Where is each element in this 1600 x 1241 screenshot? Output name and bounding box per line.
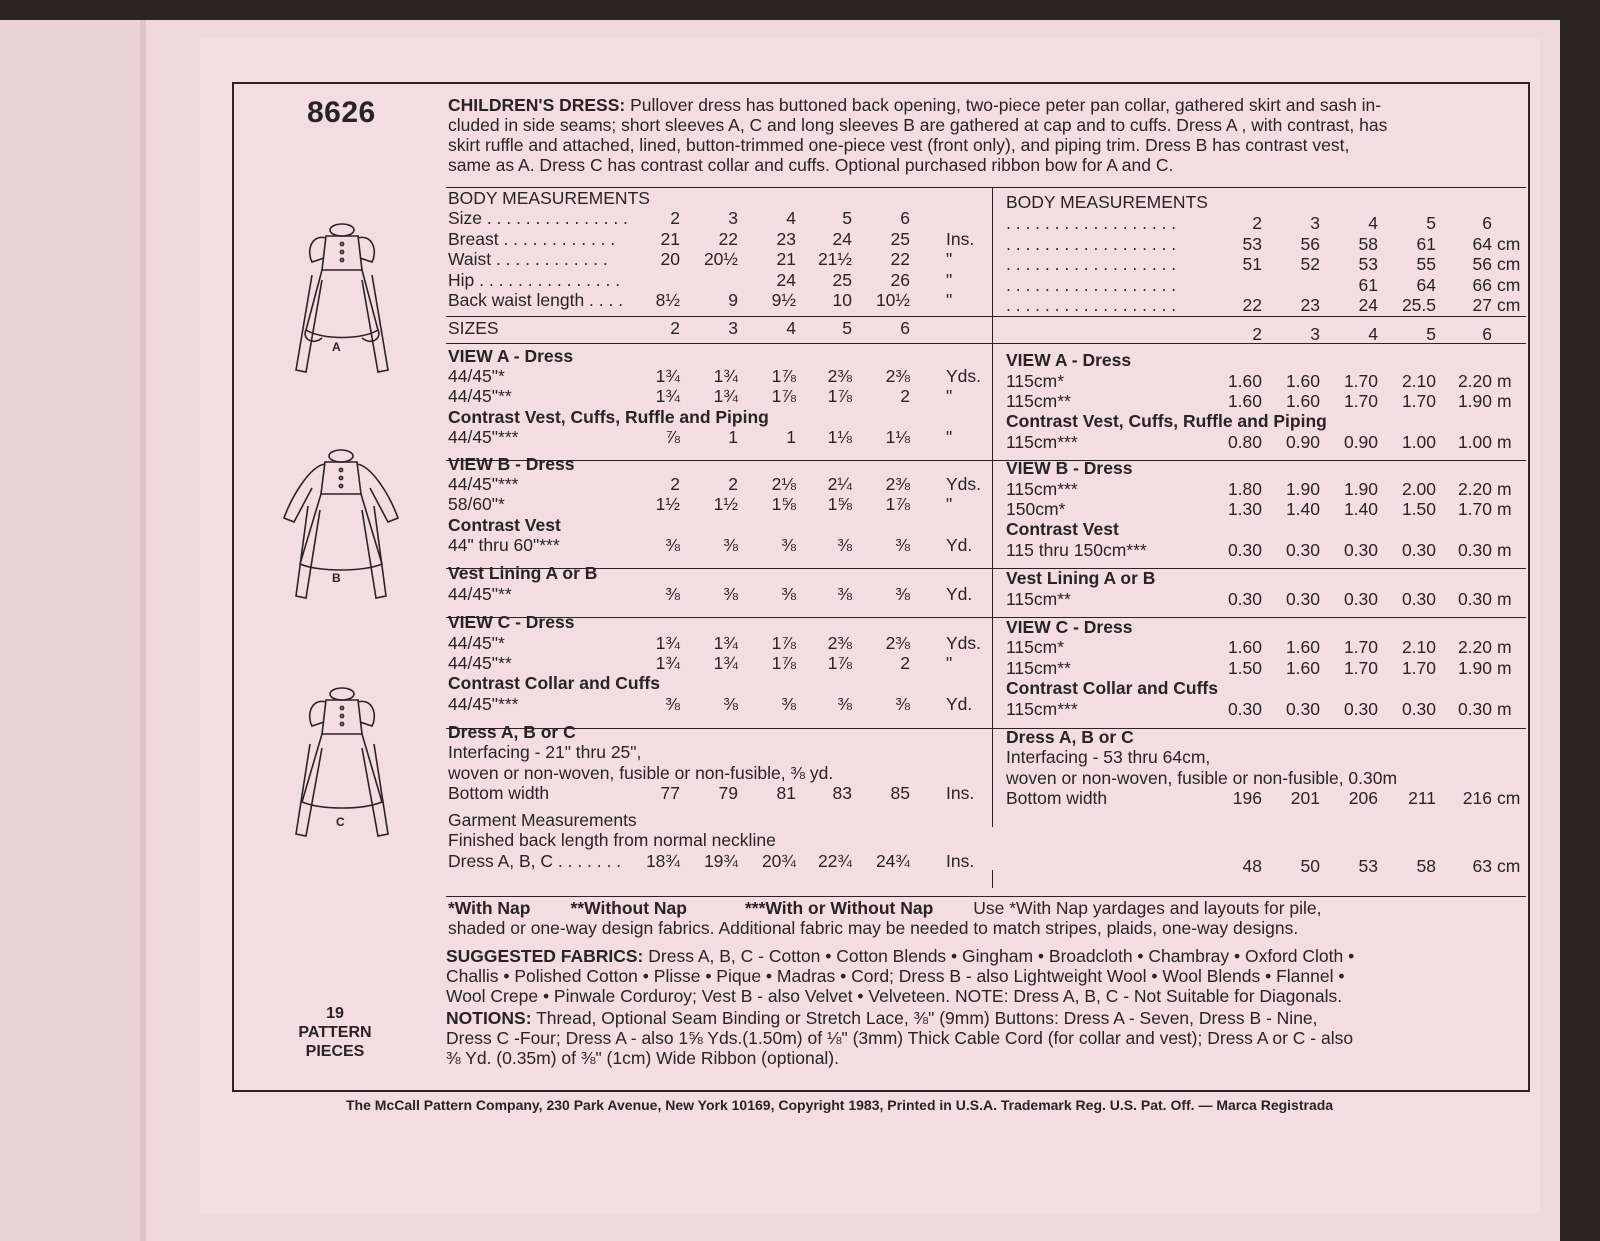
- body-value-metric: 52: [1300, 254, 1320, 274]
- body-row-label: Back waist length . . . .: [448, 290, 624, 310]
- size-value: 4: [786, 318, 796, 338]
- garment-row-label: Dress A, B, C . . . . . . .: [448, 851, 622, 871]
- view_b-contrast-title-metric: Contrast Vest: [1006, 519, 1119, 539]
- body-value-metric: 61: [1358, 275, 1378, 295]
- garment-value: 19¾: [703, 851, 738, 871]
- view_b-row-value: 1½: [655, 494, 680, 514]
- view_c-contrast-metric-value: 0.30: [1457, 699, 1492, 719]
- view_c-row-unit: Yds.: [946, 633, 982, 653]
- body-value-metric: 51: [1242, 254, 1262, 274]
- view_c-contrast-unit: Yd.: [946, 694, 973, 714]
- body-unit-metric: cm: [1497, 234, 1521, 254]
- garment-unit-metric: cm: [1497, 856, 1521, 876]
- pieces-label: PATTERN: [298, 1024, 372, 1041]
- view_a-row-value: 1⅞: [827, 386, 852, 406]
- view_a-row-unit: Yds.: [946, 366, 982, 386]
- view_b-contrast-metric-unit: m: [1497, 540, 1512, 560]
- view_a-contrast-metric-label: 115cm***: [1006, 432, 1078, 452]
- view_c-title-metric: VIEW C - Dress: [1006, 617, 1133, 637]
- garment-value: 24¾: [875, 851, 910, 871]
- garment-measurements-subtitle: Finished back length from normal neckline: [448, 830, 776, 850]
- pattern-pieces-count: [285, 1004, 385, 1061]
- dress-abc-title: Dress A, B or C: [448, 722, 576, 742]
- view_a-row-value: 2⅜: [885, 366, 910, 386]
- view_b-contrast-value: ⅜: [837, 535, 852, 555]
- vest-lining-metric-value: 0.30: [1401, 589, 1436, 609]
- view_c-row-metric-value: 1.70: [1343, 658, 1378, 678]
- interfacing-text: woven or non-woven, fusible or non-fusible, ⅜ yd.: [448, 763, 834, 783]
- pieces-label: PIECES: [305, 1043, 365, 1060]
- bottom-width-value-metric: 216: [1462, 788, 1492, 808]
- body-value-metric: 55: [1416, 254, 1436, 274]
- bottom-width-label: Bottom width: [448, 783, 550, 803]
- bottom-width-value: 77: [660, 783, 680, 803]
- garment-value: 18¾: [645, 851, 680, 871]
- garment-measurements-title: Garment Measurements: [448, 810, 637, 830]
- bottom-width-value: 83: [832, 783, 852, 803]
- body-value-metric: 5: [1426, 213, 1436, 233]
- vest-lining-value: ⅜: [723, 584, 738, 604]
- body-unit-metric: cm: [1497, 254, 1521, 274]
- view_b-row-value: 1⅝: [827, 494, 852, 514]
- view_a-contrast-value: 1: [786, 427, 796, 447]
- vest-lining-value: ⅜: [781, 584, 796, 604]
- view_a-row-unit: ": [946, 386, 953, 406]
- dot-leader: . . . . . . . . . . . . . . . . . .: [1006, 295, 1177, 315]
- column-divider: [992, 870, 993, 888]
- body-value: 4: [786, 208, 796, 228]
- sizes-label: SIZES: [448, 318, 499, 338]
- vest-lining-metric-value: 0.30: [1343, 589, 1378, 609]
- view_a-row-value: 1⅞: [771, 366, 796, 386]
- view_c-row-label: 44/45"**: [448, 653, 512, 673]
- envelope-flap: [0, 20, 140, 1241]
- size-value: 5: [842, 318, 852, 338]
- view_c-row-value: 1⅞: [771, 653, 796, 673]
- view_c-row-value: 1¾: [713, 633, 738, 653]
- view_b-row-value: 2: [728, 474, 738, 494]
- body-value-metric: 53: [1242, 234, 1262, 254]
- view_b-row-value: 2: [670, 474, 680, 494]
- view_a-row-label: 44/45"**: [448, 386, 512, 406]
- view_a-row-metric-value: 1.70: [1401, 391, 1436, 411]
- body-value: 24: [832, 229, 852, 249]
- body-value: 8½: [655, 290, 680, 310]
- bottom-width-value: 79: [718, 783, 738, 803]
- dot-leader: . . . . . . . . . . . . . . . . . .: [1006, 234, 1177, 254]
- body-row-label: Waist . . . . . . . . . . . .: [448, 249, 608, 269]
- divider: [446, 617, 1526, 618]
- view_a-row-metric-value: 2.10: [1401, 371, 1436, 391]
- view_c-contrast-metric-value: 0.30: [1343, 699, 1378, 719]
- view_c-row-metric-label: 115cm**: [1006, 658, 1071, 678]
- vest-lining-metric-value: 0.30: [1285, 589, 1320, 609]
- body-value-metric: 4: [1368, 213, 1378, 233]
- garment-value-metric: 50: [1300, 856, 1320, 876]
- view_b-row-metric-label: 150cm*: [1006, 499, 1066, 519]
- view_c-contrast-value: ⅜: [781, 694, 796, 714]
- interfacing-text: Interfacing - 21" thru 25",: [448, 742, 642, 762]
- view_c-row-metric-value: 1.70: [1343, 637, 1378, 657]
- view_a-contrast-title-metric: Contrast Vest, Cuffs, Ruffle and Piping: [1006, 411, 1327, 431]
- view_c-row-metric-value: 1.50: [1227, 658, 1262, 678]
- vest-lining-metric-value: 0.30: [1457, 589, 1492, 609]
- view_b-row-metric-value: 1.40: [1343, 499, 1378, 519]
- view_b-row-value: 1⅞: [885, 494, 910, 514]
- view_a-row-value: 2: [900, 386, 910, 406]
- description-line-2: cluded in side seams; short sleeves A, C and long sleeves B are gathered at cap and to cuffs. Dress A , with contrast, has: [448, 115, 1388, 135]
- view_a-row-metric-label: 115cm**: [1006, 391, 1071, 411]
- view_b-contrast-label: 44" thru 60"***: [448, 535, 560, 555]
- body-value: 9: [728, 290, 738, 310]
- dot-leader: . . . . . . . . . . . . . . . . . .: [1006, 275, 1177, 295]
- notions-line-2: Dress C -Four; Dress A - also 1⅝ Yds.(1.50m) of ⅛" (3mm) Thick Cable Cord (for collar and vest); Dress A or C - also: [446, 1028, 1354, 1048]
- body-value-metric: 56: [1300, 234, 1320, 254]
- body-value: 3: [728, 208, 738, 228]
- view_a-contrast-metric-value: 0.90: [1285, 432, 1320, 452]
- body-value: 24: [776, 270, 796, 290]
- divider: [446, 460, 1526, 461]
- body-value-metric: 64: [1472, 234, 1492, 254]
- size-value: 3: [728, 318, 738, 338]
- view_c-row-value: 1¾: [655, 633, 680, 653]
- body-unit: Ins.: [946, 229, 975, 249]
- suggested-fabrics-line-3: Wool Crepe • Pinwale Corduroy; Vest B - also Velvet • Velveteen. NOTE: Dress A, B, C - Not Suitable for Diagonals.: [446, 986, 1343, 1006]
- vest-lining-value: ⅜: [895, 584, 910, 604]
- view_b-row-metric-value: 1.40: [1285, 499, 1320, 519]
- view_c-contrast-metric-unit: m: [1497, 699, 1512, 719]
- view_b-row-metric-value: 1.90: [1343, 479, 1378, 499]
- view_b-row-metric-label: 115cm***: [1006, 479, 1078, 499]
- view_b-row-value: 2⅜: [885, 474, 910, 494]
- view_c-row-unit: ": [946, 653, 953, 673]
- body-value: 5: [842, 208, 852, 228]
- body-value: 23: [776, 229, 796, 249]
- view_b-row-metric-value: 2.00: [1401, 479, 1436, 499]
- view_c-row-value: 2⅜: [827, 633, 852, 653]
- vest-lining-title-metric: Vest Lining A or B: [1006, 568, 1156, 588]
- view_c-contrast-title-metric: Contrast Collar and Cuffs: [1006, 678, 1218, 698]
- body-value: 21: [776, 249, 796, 269]
- body-row-label: Breast . . . . . . . . . . . .: [448, 229, 616, 249]
- view-c-letter: C: [336, 815, 345, 829]
- interfacing-text-metric: Interfacing - 53 thru 64cm,: [1006, 747, 1211, 767]
- view_c-row-value: 1⅞: [827, 653, 852, 673]
- dress-view-b-sketch: [278, 446, 404, 606]
- view_b-contrast-value: ⅜: [723, 535, 738, 555]
- bottom-width-value-metric: 196: [1232, 788, 1262, 808]
- suggested-fabrics-line-1: SUGGESTED FABRICS: Dress A, B, C - Cotton • Cotton Blends • Gingham • Broadcloth • Chambray • Oxford Cloth •: [446, 946, 1355, 966]
- vest-lining-metric-unit: m: [1497, 589, 1512, 609]
- vest-lining-metric-label: 115cm**: [1006, 589, 1071, 609]
- view_b-row-metric-value: 1.50: [1401, 499, 1436, 519]
- view_b-row-unit: Yds.: [946, 474, 982, 494]
- divider: [446, 728, 1526, 729]
- view_b-contrast-metric-value: 0.30: [1343, 540, 1378, 560]
- view_b-row-unit: ": [946, 494, 953, 514]
- view_b-contrast-metric-value: 0.30: [1227, 540, 1262, 560]
- body-value-metric: 61: [1416, 234, 1436, 254]
- suggested-fabrics-line-2: Challis • Polished Cotton • Plisse • Pique • Madras • Cord; Dress B - also Lightweight Wool • Wool Blends • Flannel •: [446, 966, 1345, 986]
- body-unit: ": [946, 249, 953, 269]
- view_c-row-value: 1⅞: [771, 633, 796, 653]
- view_a-row-metric-value: 1.90: [1457, 391, 1492, 411]
- view_a-contrast-value: ⅞: [665, 427, 680, 447]
- garment-value-metric: 58: [1416, 856, 1436, 876]
- view_c-contrast-title: Contrast Collar and Cuffs: [448, 673, 660, 693]
- description-line-1: CHILDREN'S DRESS: Pullover dress has buttoned back opening, two-piece peter pan collar, gathered skirt and sash in-: [448, 95, 1382, 115]
- view_a-contrast-label: 44/45"***: [448, 427, 519, 447]
- body-value-metric: 53: [1358, 254, 1378, 274]
- view_b-row-value: 2⅛: [771, 474, 796, 494]
- body-value-metric: 23: [1300, 295, 1320, 315]
- garment-value: 22¾: [817, 851, 852, 871]
- nap-note: shaded or one-way design fabrics. Additional fabric may be needed to match stripes, plaids, one-way designs.: [448, 918, 1299, 938]
- view_a-row-value: 1⅞: [771, 386, 796, 406]
- view_a-contrast-value: 1⅛: [885, 427, 910, 447]
- view_c-title: VIEW C - Dress: [448, 612, 575, 632]
- body-value-metric: 64: [1416, 275, 1436, 295]
- size-value-metric: 6: [1482, 324, 1492, 344]
- view_b-row-value: 1⅝: [771, 494, 796, 514]
- body-unit: ": [946, 290, 953, 310]
- view_a-row-metric-unit: m: [1497, 391, 1512, 411]
- divider: [446, 568, 1526, 569]
- view_c-contrast-metric-value: 0.30: [1401, 699, 1436, 719]
- description-line-3: skirt ruffle and attached, lined, button-trimmed one-piece vest (front only), and piping trim. Dress B has contrast vest,: [448, 135, 1350, 155]
- body-value-metric: 24: [1358, 295, 1378, 315]
- garment-value: 20¾: [761, 851, 796, 871]
- size-value-metric: 5: [1426, 324, 1436, 344]
- view_a-contrast-metric-value: 1.00: [1401, 432, 1436, 452]
- dress-view-a-sketch: [282, 220, 402, 380]
- size-value: 2: [670, 318, 680, 338]
- dot-leader: . . . . . . . . . . . . . . . . . .: [1006, 254, 1177, 274]
- body-value-metric: 3: [1310, 213, 1320, 233]
- body-value-metric: 27: [1472, 295, 1492, 315]
- view_c-row-metric-label: 115cm*: [1006, 637, 1065, 657]
- garment-value-metric: 48: [1242, 856, 1262, 876]
- view_a-row-metric-value: 1.70: [1343, 371, 1378, 391]
- view_b-row-metric-value: 1.80: [1227, 479, 1262, 499]
- view_a-title-metric: VIEW A - Dress: [1006, 350, 1132, 370]
- view_c-contrast-value: ⅜: [895, 694, 910, 714]
- body-value: 21½: [817, 249, 852, 269]
- body-unit-metric: cm: [1497, 275, 1521, 295]
- divider: [446, 316, 1526, 317]
- view_c-row-metric-value: 1.60: [1285, 637, 1320, 657]
- view_c-contrast-metric-label: 115cm***: [1006, 699, 1078, 719]
- view_b-contrast-value: ⅜: [895, 535, 910, 555]
- view_b-title-metric: VIEW B - Dress: [1006, 458, 1133, 478]
- pattern-number: 8626: [307, 96, 376, 129]
- body-measurements-heading: BODY MEASUREMENTS: [448, 188, 650, 208]
- bottom-width-value-metric: 201: [1290, 788, 1320, 808]
- body-value-metric: 66: [1472, 275, 1492, 295]
- view_b-row-metric-value: 1.30: [1227, 499, 1262, 519]
- view_a-row-metric-label: 115cm*: [1006, 371, 1065, 391]
- body-value-metric: 58: [1358, 234, 1378, 254]
- body-unit-metric: cm: [1497, 295, 1521, 315]
- view_a-contrast-metric-value: 0.80: [1227, 432, 1262, 452]
- view_c-row-metric-value: 1.70: [1401, 658, 1436, 678]
- view_c-row-label: 44/45"*: [448, 633, 505, 653]
- view_a-row-metric-value: 1.70: [1343, 391, 1378, 411]
- view_c-contrast-value: ⅜: [665, 694, 680, 714]
- interfacing-text-metric: woven or non-woven, fusible or non-fusible, 0.30m: [1006, 768, 1398, 788]
- view_c-row-value: 2: [900, 653, 910, 673]
- body-value: 26: [890, 270, 910, 290]
- body-value: 9½: [771, 290, 796, 310]
- vest-lining-value: ⅜: [837, 584, 852, 604]
- view_b-contrast-metric-value: 0.30: [1401, 540, 1436, 560]
- body-value: 21: [660, 229, 680, 249]
- size-value-metric: 4: [1368, 324, 1378, 344]
- view_b-row-label: 44/45"***: [448, 474, 519, 494]
- bottom-width-unit-metric: cm: [1497, 788, 1521, 808]
- flap-fold: [140, 20, 146, 1241]
- bottom-width-value: 85: [890, 783, 910, 803]
- garment-unit: Ins.: [946, 851, 975, 871]
- view_a-row-metric-value: 2.20: [1457, 371, 1492, 391]
- body-value: 22: [890, 249, 910, 269]
- size-value-metric: 2: [1252, 324, 1262, 344]
- view_c-contrast-metric-value: 0.30: [1227, 699, 1262, 719]
- view_a-row-value: 1¾: [655, 366, 680, 386]
- garment-value-metric: 53: [1358, 856, 1378, 876]
- view_a-row-label: 44/45"*: [448, 366, 505, 386]
- view_a-title: VIEW A - Dress: [448, 346, 574, 366]
- view_c-contrast-value: ⅜: [723, 694, 738, 714]
- body-measurements-heading-metric: BODY MEASUREMENTS: [1006, 192, 1208, 212]
- body-value: 6: [900, 208, 910, 228]
- body-row-label: Size . . . . . . . . . . . . . . .: [448, 208, 628, 228]
- body-value-metric: 6: [1482, 213, 1492, 233]
- view_c-row-metric-unit: m: [1497, 658, 1512, 678]
- view_b-contrast-value: ⅜: [665, 535, 680, 555]
- body-value-metric: 56: [1472, 254, 1492, 274]
- body-row-label: Hip . . . . . . . . . . . . . . .: [448, 270, 621, 290]
- view_b-contrast-title: Contrast Vest: [448, 515, 561, 535]
- body-value-metric: 22: [1242, 295, 1262, 315]
- garment-value-metric: 63: [1472, 856, 1492, 876]
- dot-leader: . . . . . . . . . . . . . . . . . .: [1006, 213, 1177, 233]
- view_c-contrast-value: ⅜: [837, 694, 852, 714]
- view_c-row-metric-value: 2.10: [1401, 637, 1436, 657]
- view_a-contrast-metric-value: 1.00: [1457, 432, 1492, 452]
- view-a-letter: A: [332, 340, 341, 354]
- view_c-row-metric-value: 1.60: [1285, 658, 1320, 678]
- bottom-width-label-metric: Bottom width: [1006, 788, 1108, 808]
- view_a-contrast-title: Contrast Vest, Cuffs, Ruffle and Piping: [448, 407, 769, 427]
- body-value: 10: [832, 290, 852, 310]
- view_a-row-metric-value: 1.60: [1285, 391, 1320, 411]
- nap-legend: *With Nap **Without Nap ***With or Without Nap Use *With Nap yardages and layouts for pile,: [448, 898, 1322, 918]
- view_a-row-metric-value: 1.60: [1227, 391, 1262, 411]
- view_b-contrast-unit: Yd.: [946, 535, 973, 555]
- body-value: 22: [718, 229, 738, 249]
- description-line-4: same as A. Dress C has contrast collar and cuffs. Optional purchased ribbon bow for A and C.: [448, 155, 1174, 175]
- body-value: 10½: [875, 290, 910, 310]
- view_b-contrast-metric-value: 0.30: [1457, 540, 1492, 560]
- view_c-row-value: 1¾: [655, 653, 680, 673]
- view_a-row-value: 1¾: [713, 386, 738, 406]
- view_a-contrast-unit: ": [946, 427, 953, 447]
- view_a-contrast-metric-value: 0.90: [1343, 432, 1378, 452]
- publisher-footer: The McCall Pattern Company, 230 Park Avenue, New York 10169, Copyright 1983, Printed in U.S.A. Trademark Reg. U.S. Pat. Off. — Marca Registrada: [346, 1097, 1334, 1113]
- view_a-row-metric-value: 1.60: [1285, 371, 1320, 391]
- bottom-width-value-metric: 211: [1408, 788, 1436, 808]
- vest-lining-value: ⅜: [665, 584, 680, 604]
- body-value-metric: 2: [1252, 213, 1262, 233]
- view_c-row-metric-value: 1.60: [1227, 637, 1262, 657]
- view_a-row-metric-value: 1.60: [1227, 371, 1262, 391]
- view_b-row-value: 2¼: [827, 474, 852, 494]
- view_b-row-metric-unit: m: [1497, 479, 1512, 499]
- view_c-row-metric-value: 2.20: [1457, 637, 1492, 657]
- pieces-number: 19: [326, 1005, 344, 1022]
- view_c-row-metric-unit: m: [1497, 637, 1512, 657]
- view_c-row-value: 2⅜: [885, 633, 910, 653]
- view_c-row-metric-value: 1.90: [1457, 658, 1492, 678]
- view_b-contrast-value: ⅜: [781, 535, 796, 555]
- notions-line-1: NOTIONS: Thread, Optional Seam Binding or Stretch Lace, ⅜" (9mm) Buttons: Dress A - Seven, Dress B - Nine,: [446, 1008, 1318, 1028]
- view_b-contrast-metric-label: 115 thru 150cm***: [1006, 540, 1147, 560]
- view_a-row-value: 1¾: [655, 386, 680, 406]
- view_a-row-metric-unit: m: [1497, 371, 1512, 391]
- view_b-row-metric-unit: m: [1497, 499, 1512, 519]
- view_b-row-label: 58/60"*: [448, 494, 505, 514]
- view-b-letter: B: [332, 571, 341, 585]
- bottom-width-value-metric: 206: [1348, 788, 1378, 808]
- view_b-row-metric-value: 1.90: [1285, 479, 1320, 499]
- view_b-row-metric-value: 1.70: [1457, 499, 1492, 519]
- notions-line-3: ⅜ Yd. (0.35m) of ⅜" (1cm) Wide Ribbon (optional).: [446, 1048, 839, 1068]
- view_b-row-value: 1½: [713, 494, 738, 514]
- body-unit: ": [946, 270, 953, 290]
- vest-lining-label: 44/45"**: [448, 584, 512, 604]
- body-value: 20½: [703, 249, 738, 269]
- body-value-metric: 25.5: [1401, 295, 1436, 315]
- body-value: 25: [832, 270, 852, 290]
- vest-lining-unit: Yd.: [946, 584, 973, 604]
- view_c-row-value: 1¾: [713, 653, 738, 673]
- size-value: 6: [900, 318, 910, 338]
- view_a-contrast-metric-unit: m: [1497, 432, 1512, 452]
- view_a-contrast-value: 1⅛: [827, 427, 852, 447]
- view_b-title: VIEW B - Dress: [448, 454, 575, 474]
- column-divider: [992, 187, 993, 827]
- bottom-width-unit: Ins.: [946, 783, 975, 803]
- view_c-contrast-label: 44/45"***: [448, 694, 519, 714]
- vest-lining-title: Vest Lining A or B: [448, 563, 598, 583]
- body-value: 25: [890, 229, 910, 249]
- view_a-row-value: 2⅜: [827, 366, 852, 386]
- view_b-row-metric-value: 2.20: [1457, 479, 1492, 499]
- bottom-width-value: 81: [776, 783, 796, 803]
- view_a-contrast-value: 1: [728, 427, 738, 447]
- dress-abc-title-metric: Dress A, B or C: [1006, 727, 1134, 747]
- vest-lining-metric-value: 0.30: [1227, 589, 1262, 609]
- view_b-contrast-metric-value: 0.30: [1285, 540, 1320, 560]
- body-value: 2: [670, 208, 680, 228]
- body-value: 20: [660, 249, 680, 269]
- view_c-contrast-metric-value: 0.30: [1285, 699, 1320, 719]
- divider: [446, 896, 1526, 897]
- size-value-metric: 3: [1310, 324, 1320, 344]
- view_a-row-value: 1¾: [713, 366, 738, 386]
